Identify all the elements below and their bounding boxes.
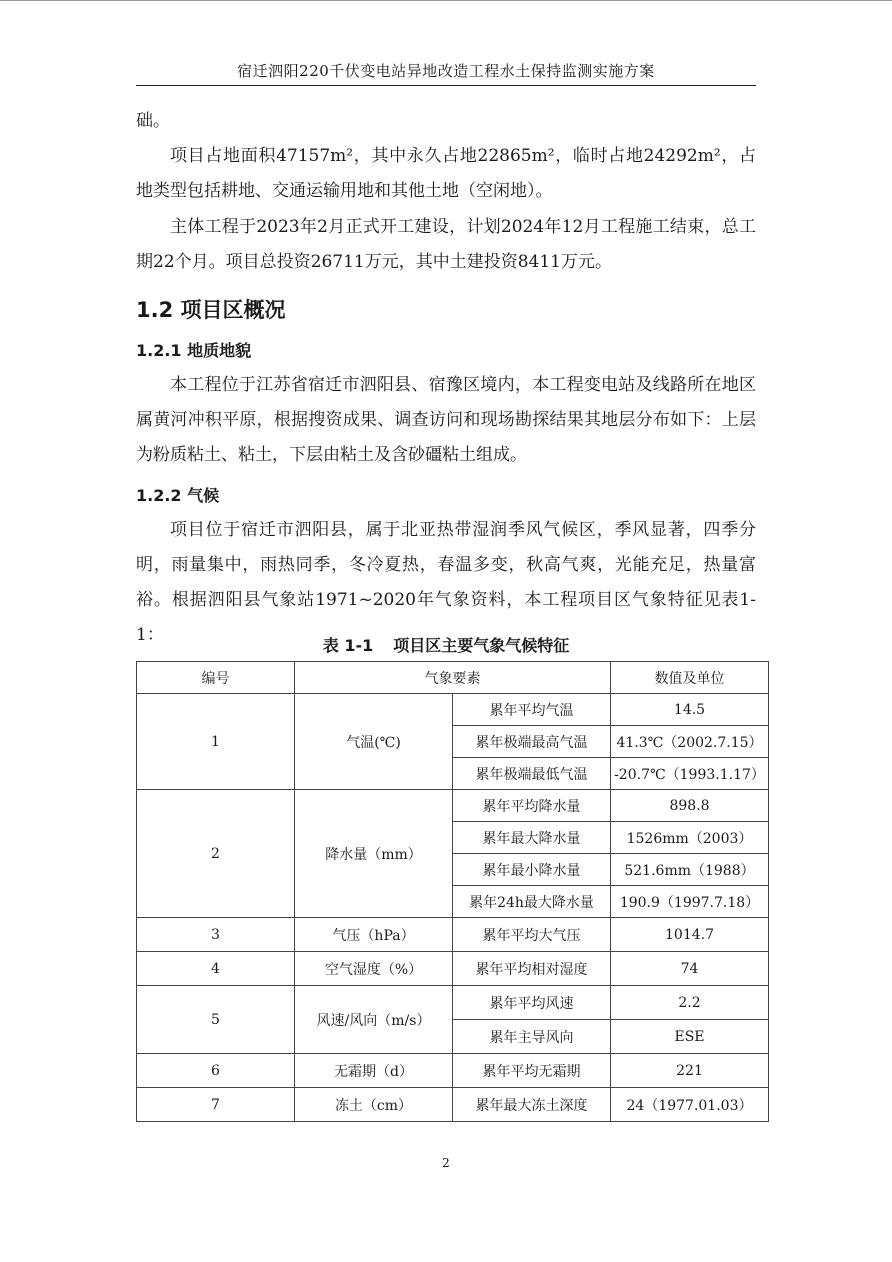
row-element: 累年平均无霜期 — [453, 1054, 611, 1088]
row-value: 14.5 — [611, 694, 769, 726]
row-value: 74 — [611, 952, 769, 986]
table-row — [137, 986, 769, 1020]
row-value: -20.7℃（1993.1.17） — [611, 758, 769, 790]
row-id: 4 — [137, 952, 295, 986]
row-value: 24（1977.01.03） — [611, 1088, 769, 1122]
table-number: 表 1-1 — [322, 636, 374, 655]
row-value: ESE — [611, 1020, 769, 1054]
table-row — [137, 1054, 769, 1088]
row-element: 累年24h最大降水量 — [453, 886, 611, 918]
row-group: 冻土（cm） — [295, 1088, 453, 1122]
row-id: 1 — [137, 694, 295, 790]
running-header: 宿迁泗阳220千伏变电站异地改造工程水土保持监测实施方案 — [237, 62, 655, 80]
row-value: 1014.7 — [611, 918, 769, 952]
row-element: 累年极端最高气温 — [453, 726, 611, 758]
table-row — [137, 952, 769, 986]
section-title: 1.2 项目区概况 — [136, 298, 286, 322]
row-value: 898.8 — [611, 790, 769, 822]
row-element: 累年极端最低气温 — [453, 758, 611, 790]
row-element: 累年最大冻土深度 — [453, 1088, 611, 1122]
table-row — [137, 790, 769, 822]
row-value: 190.9（1997.7.18） — [611, 886, 769, 918]
subsection-climate-title: 1.2.2 气候 — [136, 486, 220, 505]
paragraph-geology: 本工程位于江苏省宿迁市泗阳县、宿豫区境内，本工程变电站及线路所在地区属黄河冲积平原，根据搜资成果、调查访问和现场勘探结果其地层分布如下：上层为粉质粘土、粘土，下层由粘土及含砂礓粘土组成。 — [136, 375, 756, 465]
row-group: 空气湿度（%） — [295, 952, 453, 986]
row-id: 5 — [137, 986, 295, 1054]
row-id: 7 — [137, 1088, 295, 1122]
paragraph-land-area: 项目占地面积47157m²，其中永久占地22865m²，临时占地24292m²，占地类型包括耕地、交通运输用地和其他土地（空闲地）。 — [136, 146, 756, 201]
row-group: 降水量（mm） — [295, 790, 453, 918]
header-value: 数值及单位 — [611, 662, 769, 694]
table-row — [137, 918, 769, 952]
table-header-row — [137, 662, 769, 694]
header-element: 气象要素 — [295, 662, 611, 694]
row-value: 221 — [611, 1054, 769, 1088]
row-group: 气温(℃) — [295, 694, 453, 790]
table-row — [137, 694, 769, 726]
row-value: 1526mm（2003） — [611, 822, 769, 854]
row-group: 无霜期（d） — [295, 1054, 453, 1088]
row-element: 累年最小降水量 — [453, 854, 611, 886]
row-group: 风速/风向（m/s） — [295, 986, 453, 1054]
row-id: 2 — [137, 790, 295, 918]
row-element: 累年平均气温 — [453, 694, 611, 726]
paragraph-climate: 项目位于宿迁市泗阳县，属于北亚热带湿润季风气候区，季风显著，四季分明，雨量集中，雨热同季，冬冷夏热，春温多变，秋高气爽，光能充足，热量富裕。根据泗阳县气象站1971~2020年气象资料，本工程项目区气象特征见表1-1： — [136, 520, 756, 645]
row-value: 41.3℃（2002.7.15） — [611, 726, 769, 758]
row-element: 累年平均大气压 — [453, 918, 611, 952]
row-element: 累年最大降水量 — [453, 822, 611, 854]
row-element: 累年平均降水量 — [453, 790, 611, 822]
header-id: 编号 — [137, 662, 295, 694]
row-value: 2.2 — [611, 986, 769, 1020]
row-element: 累年主导风向 — [453, 1020, 611, 1054]
table-caption — [136, 633, 756, 656]
row-element: 累年平均相对湿度 — [453, 952, 611, 986]
table-row — [137, 1088, 769, 1122]
subsection-geology-title: 1.2.1 地质地貌 — [136, 341, 252, 360]
table-title: 项目区主要气象气候特征 — [393, 636, 570, 655]
header-rule — [136, 85, 756, 86]
climate-table — [136, 661, 769, 1122]
row-group: 气压（hPa） — [295, 918, 453, 952]
row-id: 6 — [137, 1054, 295, 1088]
row-element: 累年平均风速 — [453, 986, 611, 1020]
paragraph-schedule: 主体工程于2023年2月正式开工建设，计划2024年12月工程施工结束，总工期22个月。项目总投资26711万元，其中土建投资8411万元。 — [136, 217, 756, 272]
row-value: 521.6mm（1988） — [611, 854, 769, 886]
row-id: 3 — [137, 918, 295, 952]
top-border — [0, 0, 892, 1]
continued-text: 础。 — [136, 111, 170, 131]
page-number: 2 — [442, 1156, 450, 1170]
